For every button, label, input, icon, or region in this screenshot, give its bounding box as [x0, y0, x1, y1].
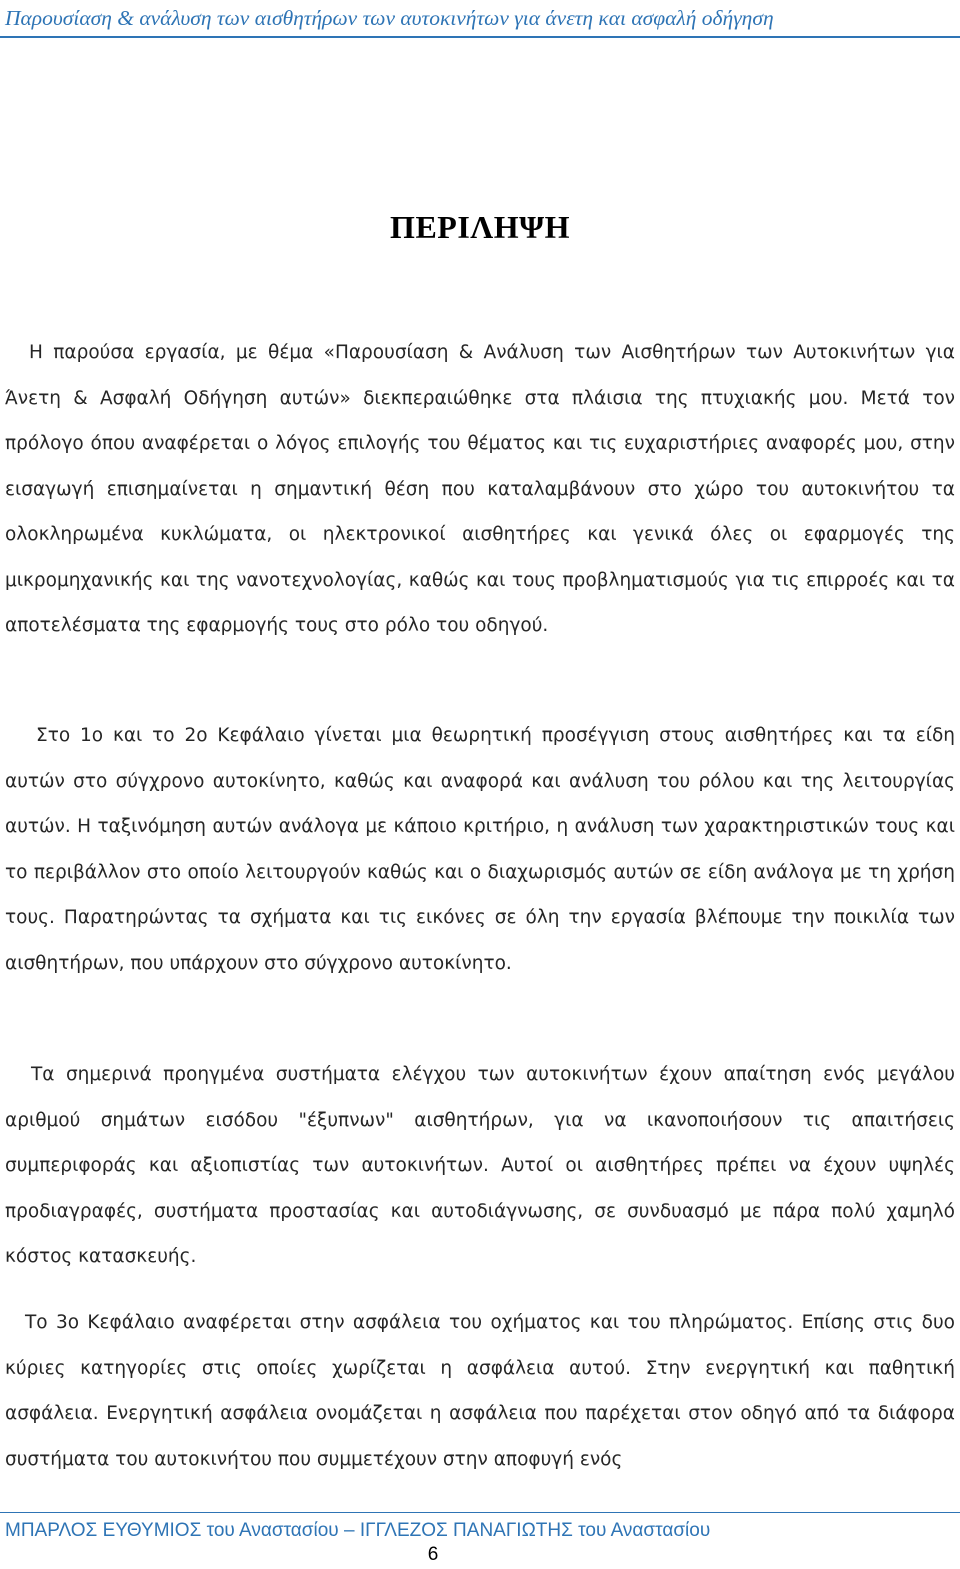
page-number: 6 [427, 1544, 439, 1565]
paragraph: Στο 1ο και το 2ο Κεφάλαιο γίνεται μια θεωρητική προσέγγιση στους αισθητήρες και τα είδη αυτών στο σύγχρονο αυτοκίνητο, καθώς και αναφορά και ανάλυση του ρόλου και της λειτουργίας αυτών. Η ταξινόμηση αυτών ανάλογα με κάποιο κριτήριο, η ανάλυση των χαρακτηριστικών τους και το περιβάλλον στο οποίο λειτουργούν καθώς και ο διαχωρισμός αυτών σε είδη ανάλογα με τη χρήση τους. Παρατηρώντας τα σχήματα και τις εικόνες σε όλη την εργασία βλέπουμε την ποικιλία των αισθητήρων, που υπάρχουν στο σύγχρονο αυτοκίνητο. [5, 725, 955, 974]
footer-divider [0, 1512, 960, 1513]
paragraph: Η παρούσα εργασία, με θέμα «Παρουσίαση & Ανάλυση των Αισθητήρων των Αυτοκινήτων για Άνετη & Ασφαλή Οδήγηση αυτών» διεκπεραιώθηκε στα πλάισια της πτυχιακής μου. Μετά τον πρόλογο όπου αναφέρεται ο λόγος επιλογής του θέματος και τις ευχαριστήριες αναφορές μου, στην εισαγωγή επισημαίνεται η σημαντική θέση που καταλαμβάνουν στο χώρο του αυτοκινήτου τα ολοκληρωμένα κυκλώματα, οι ηλεκτρονικοί αισθητήρες και γενικά όλες οι εφαρμογές της μικρομηχανικής και της νανοτεχνολογίας, καθώς και τους προβληματισμούς για τις επιρροές και τα αποτελέσματα της εφαρμογής τους στο ρόλο του οδηγού. [5, 342, 955, 636]
running-header: Παρουσίαση & ανάλυση των αισθητήρων των αυτοκινήτων για άνετη και ασφαλή οδήγηση [5, 6, 774, 30]
page-title: ΠΕΡΙΛΗΨΗ [390, 209, 570, 245]
header-divider [0, 36, 960, 38]
paragraph: Τα σημερινά προηγμένα συστήματα ελέγχου των αυτοκινήτων έχουν απαίτηση ενός μεγάλου αριθμού σημάτων εισόδου "έξυπνων" αισθητήρων, για να ικανοποιήσουν τις απαιτήσεις συμπεριφοράς και αξιοπιστίας των αυτοκινήτων. Αυτοί οι αισθητήρες πρέπει να έχουν υψηλές προδιαγραφές, συστήματα προστασίας και αυτοδιάγνωσης, σε συνδυασμό με πάρα πολύ χαμηλό κόστος κατασκευής. [5, 1064, 955, 1267]
paragraph: Το 3ο Κεφάλαιο αναφέρεται στην ασφάλεια του οχήματος και του πληρώματος. Επίσης στις δυο κύριες κατηγορίες στις οποίες χωρίζεται η ασφάλεια αυτού. Στην ενεργητική και παθητική ασφάλεια. Ενεργητική ασφάλεια ονομάζεται η ασφάλεια που παρέχεται στον οδηγό από τα διάφορα συστήματα του αυτοκινήτου που συμμετέχουν στην αποφυγή ενός [5, 1312, 955, 1470]
footer-authors: ΜΠΑΡΛΟΣ ΕΥΘΥΜΙΟΣ του Αναστασίου – ΙΓΓΛΕΖΟΣ ΠΑΝΑΓΙΩΤΗΣ του Αναστασίου [5, 1520, 711, 1541]
